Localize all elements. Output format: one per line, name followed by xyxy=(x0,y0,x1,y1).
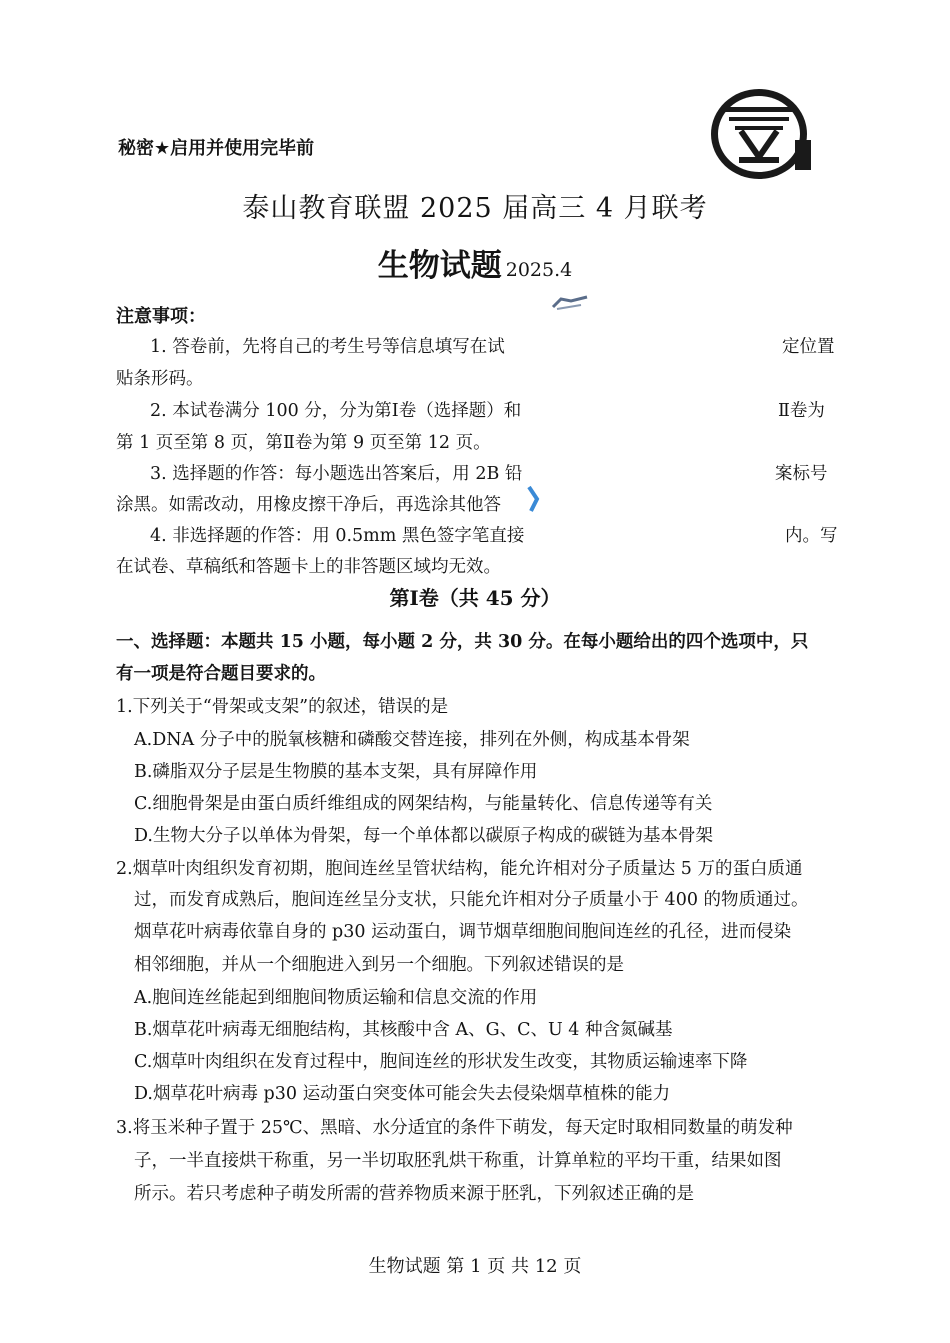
notes-line-tail: Ⅱ卷为 xyxy=(778,401,825,421)
notes-line: 第 1 页至第 8 页，第Ⅱ卷为第 9 页至第 12 页。 xyxy=(116,433,491,453)
question-option: B.磷脂双分子层是生物膜的基本支架，具有屏障作用 xyxy=(134,762,538,782)
question-stem: 所示。若只考虑种子萌发所需的营养物质来源于胚乳，下列叙述正确的是 xyxy=(134,1184,694,1204)
notes-heading: 注意事项： xyxy=(116,306,206,327)
question-option: C.细胞骨架是由蛋白质纤维组成的网架结构，与能量转化、信息传递等有关 xyxy=(134,794,713,814)
question-option: D.烟草花叶病毒 p30 运动蛋白突变体可能会失去侵染烟草植株的能力 xyxy=(134,1084,671,1104)
question-stem: 烟草花叶病毒依靠自身的 p30 运动蛋白，调节烟草细胞间胞间连丝的孔径，进而侵染 xyxy=(134,922,792,942)
occluded-region xyxy=(540,326,775,578)
notes-line: 涂黑。如需改动，用橡皮擦干净后，再选涂其他答 xyxy=(116,495,501,515)
question-option: A.DNA 分子中的脱氧核糖和磷酸交替连接，排列在外侧，构成基本骨架 xyxy=(134,730,690,750)
notes-line-tail: 内。写 xyxy=(785,526,838,546)
exam-title: 泰山教育联盟 2025 届高三 4 月联考 xyxy=(242,193,708,224)
question-stem: 2.烟草叶肉组织发育初期，胞间连丝呈管状结构，能允许相对分子质量达 5 万的蛋白质通 xyxy=(116,859,803,879)
question-option: D.生物大分子以单体为骨架，每一个单体都以碳原子构成的碳链为基本骨架 xyxy=(134,826,713,846)
pen-mark xyxy=(525,485,541,513)
seal-stamp xyxy=(705,85,813,183)
question-option: C.烟草叶肉组织在发育过程中，胞间连丝的形状发生改变，其物质运输速率下降 xyxy=(134,1052,748,1072)
subject-name: 生物试题 xyxy=(377,248,502,284)
page-footer: 生物试题 第 1 页 共 12 页 xyxy=(368,1256,582,1277)
question-stem: 过，而发育成熟后，胞间连丝呈分支状，只能允许相对分子质量小于 400 的物质通过。 xyxy=(134,890,809,910)
notes-line-tail: 定位置 xyxy=(782,337,835,357)
notes-line: 在试卷、草稿纸和答题卡上的非答题区域均无效。 xyxy=(116,557,501,577)
notes-line: 2. 本试卷满分 100 分，分为第Ⅰ卷（选择题）和 xyxy=(150,401,522,421)
subject-title xyxy=(0,240,950,285)
notes-line: 4. 非选择题的作答：用 0.5mm 黑色签字笔直接 xyxy=(150,526,525,546)
question-stem: 3.将玉米种子置于 25℃、黑暗、水分适宜的条件下萌发，每天定时取相同数量的萌发种 xyxy=(116,1118,793,1138)
section-title: 第Ⅰ卷（共 45 分） xyxy=(389,586,561,610)
confidential-label: 秘密★启用并使用完毕前 xyxy=(118,138,315,159)
notes-line: 1. 答卷前，先将自己的考生号等信息填写在试 xyxy=(150,337,505,357)
question-stem: 相邻细胞，并从一个细胞进入到另一个细胞。下列叙述错误的是 xyxy=(134,955,624,975)
question-stem: 子，一半直接烘干称重，另一半切取胚乳烘干称重，计算单粒的平均干重，结果如图 xyxy=(134,1151,782,1171)
question-option: B.烟草花叶病毒无细胞结构，其核酸中含 A、G、C、U 4 种含氮碱基 xyxy=(134,1020,673,1040)
notes-line: 3. 选择题的作答：每小题选出答案后，用 2B 铅 xyxy=(150,464,523,484)
question-option: A.胞间连丝能起到细胞间物质运输和信息交流的作用 xyxy=(134,988,538,1008)
scan-artifact xyxy=(551,295,589,311)
notes-line-tail: 案标号 xyxy=(775,464,828,484)
section-instruction: 有一项是符合题目要求的。 xyxy=(116,664,326,684)
section-instruction: 一、选择题：本题共 15 小题，每小题 2 分，共 30 分。在每小题给出的四个选项中，只 xyxy=(116,632,809,652)
question-stem: 1.下列关于“骨架或支架”的叙述，错误的是 xyxy=(116,697,449,717)
exam-date: 2025.4 xyxy=(505,259,573,281)
notes-line: 贴条形码。 xyxy=(116,369,204,389)
